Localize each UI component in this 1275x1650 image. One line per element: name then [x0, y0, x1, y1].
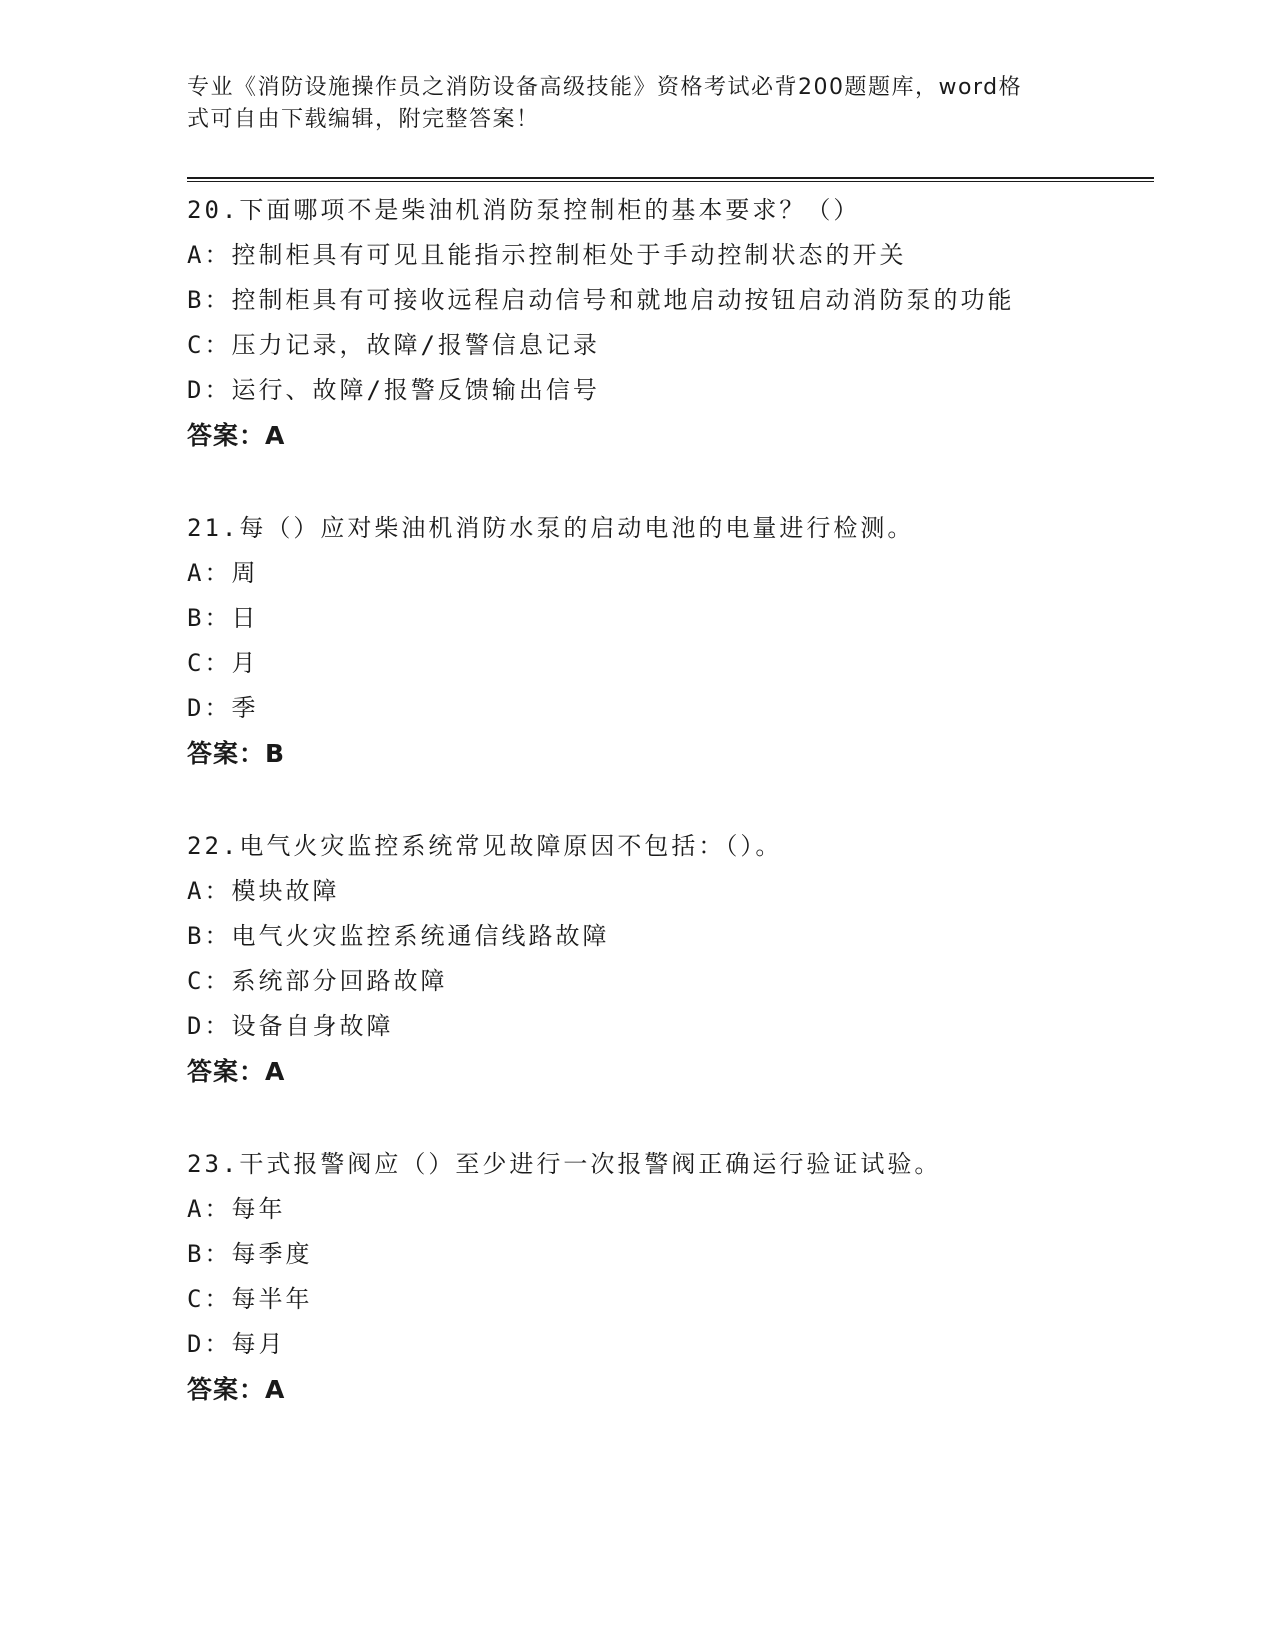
option-b: B：电气火灾监控系统通信线路故障	[187, 922, 610, 950]
header-divider-thick	[187, 177, 1154, 179]
option-c: C：月	[187, 649, 259, 677]
option-a: A：模块故障	[187, 877, 340, 905]
header-divider-thin	[187, 181, 1154, 182]
option-a: A：每年	[187, 1195, 286, 1223]
option-b: B：控制柜具有可接收远程启动信号和就地启动按钮启动消防泵的功能	[187, 286, 1015, 314]
option-c: C：压力记录，故障/报警信息记录	[187, 331, 600, 359]
question-23	[187, 1142, 1157, 1412]
question-22	[187, 824, 1157, 1094]
question-stem: 22.电气火灾监控系统常见故障原因不包括：（）。	[187, 832, 783, 860]
option-a: A：控制柜具有可见且能指示控制柜处于手动控制状态的开关	[187, 241, 907, 269]
document-header	[187, 72, 1067, 136]
question-stem: 23.干式报警阀应（）至少进行一次报警阀正确运行验证试验。	[187, 1150, 942, 1178]
option-b: B：日	[187, 604, 259, 632]
answer-label: 答案：A	[187, 421, 286, 450]
answer-label: 答案：A	[187, 1375, 286, 1404]
option-c: C：每半年	[187, 1285, 313, 1313]
option-c: C：系统部分回路故障	[187, 967, 448, 995]
question-stem: 21.每（）应对柴油机消防水泵的启动电池的电量进行检测。	[187, 514, 915, 542]
option-d: D：运行、故障/报警反馈输出信号	[187, 376, 600, 404]
header-line-1: 专业《消防设施操作员之消防设备高级技能》资格考试必背200题题库，word格	[187, 75, 1023, 100]
question-21	[187, 506, 1157, 776]
header-line-2: 式可自由下载编辑，附完整答案！	[187, 107, 540, 132]
answer-label: 答案：B	[187, 739, 286, 768]
question-stem: 20.下面哪项不是柴油机消防泵控制柜的基本要求？（）	[187, 196, 861, 224]
answer-label: 答案：A	[187, 1057, 286, 1086]
option-a: A：周	[187, 559, 259, 587]
question-20	[187, 188, 1157, 458]
option-d: D：季	[187, 694, 259, 722]
option-b: B：每季度	[187, 1240, 313, 1268]
option-d: D：设备自身故障	[187, 1012, 394, 1040]
option-d: D：每月	[187, 1330, 286, 1358]
